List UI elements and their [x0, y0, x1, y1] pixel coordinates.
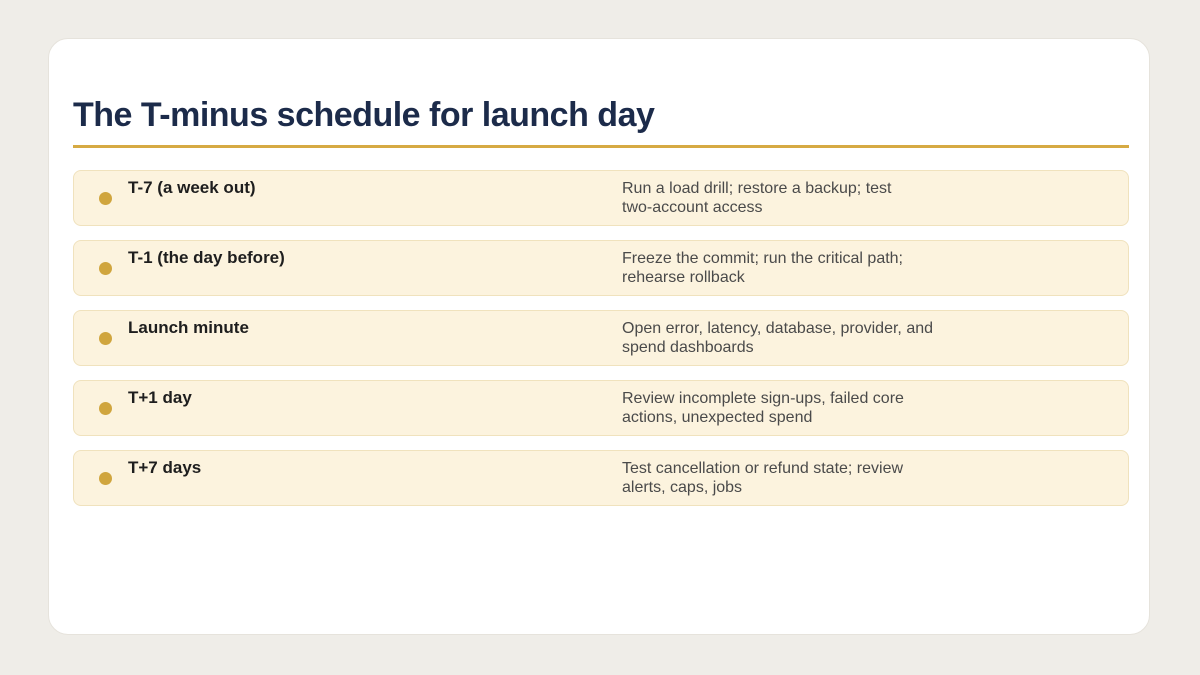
- description-line-1: Run a load drill; restore a backup; test: [622, 180, 892, 197]
- schedule-row-t-7: [73, 170, 1129, 226]
- schedule-description: [622, 249, 982, 287]
- page-title: The T-minus schedule for launch day: [73, 96, 655, 134]
- schedule-description: [622, 459, 982, 497]
- schedule-row-launch-minute: [73, 310, 1129, 366]
- title-divider: [73, 145, 1129, 148]
- description-line-2: two-account access: [622, 199, 763, 216]
- schedule-row-t-plus-1: [73, 380, 1129, 436]
- description-line-1: Open error, latency, database, provider, and: [622, 320, 934, 337]
- bullet-dot-icon: [99, 402, 112, 415]
- bullet-dot-icon: [99, 192, 112, 205]
- description-line-2: spend dashboards: [622, 339, 754, 356]
- bullet-dot-icon: [99, 472, 112, 485]
- schedule-label: Launch minute: [128, 318, 249, 337]
- schedule-card: [48, 38, 1150, 635]
- description-line-1: Review incomplete sign-ups, failed core: [622, 390, 904, 407]
- description-line-2: alerts, caps, jobs: [622, 479, 743, 496]
- schedule-row-t-1: [73, 240, 1129, 296]
- schedule-row-t-plus-7: [73, 450, 1129, 506]
- bullet-dot-icon: [99, 332, 112, 345]
- schedule-label: T-7 (a week out): [128, 178, 256, 197]
- schedule-label: T+1 day: [128, 388, 192, 407]
- schedule-label: T-1 (the day before): [128, 248, 285, 267]
- description-line-2: rehearse rollback: [622, 269, 745, 286]
- schedule-description: [622, 179, 982, 217]
- description-line-2: actions, unexpected spend: [622, 409, 813, 426]
- bullet-dot-icon: [99, 262, 112, 275]
- schedule-description: [622, 389, 982, 427]
- description-line-1: Freeze the commit; run the critical path;: [622, 250, 903, 267]
- description-line-1: Test cancellation or refund state; review: [622, 460, 904, 477]
- schedule-label: T+7 days: [128, 458, 202, 477]
- schedule-description: [622, 319, 982, 357]
- schedule-list: [73, 170, 1129, 520]
